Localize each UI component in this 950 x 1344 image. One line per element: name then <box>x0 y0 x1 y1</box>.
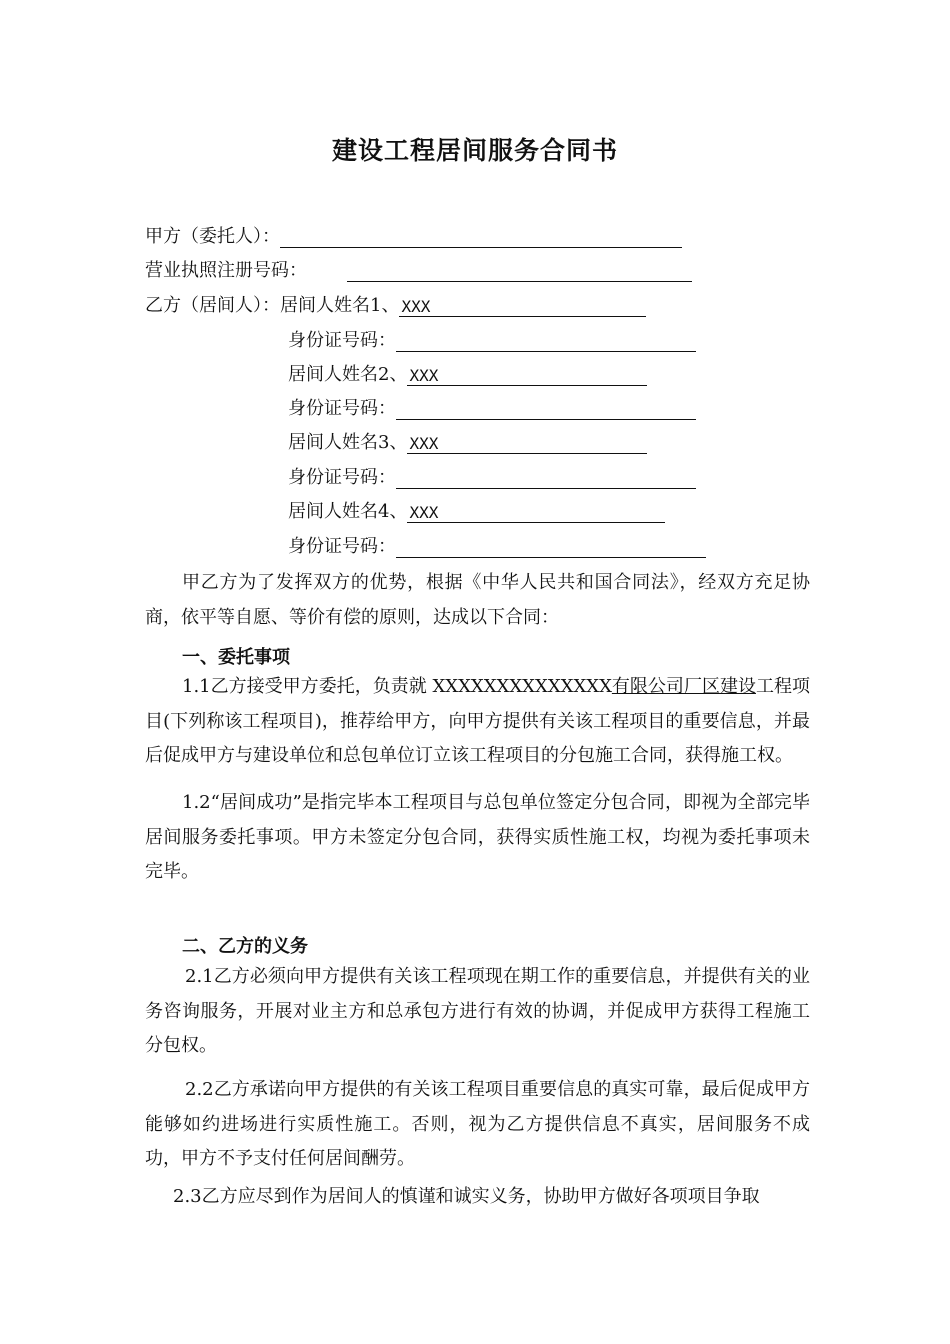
broker-2-name-field[interactable]: XXX <box>407 365 647 386</box>
party-a-row <box>145 226 682 248</box>
broker-3-id-row <box>288 467 696 489</box>
section-2-paragraph-3 <box>145 1180 810 1215</box>
party-a-label: 甲方（委托人）： <box>145 226 280 247</box>
clause-1-1-prefix: 1.1乙方接受甲方委托，负责就 XXXXXXXXXXXXXX <box>182 676 612 697</box>
party-b-row <box>145 295 646 317</box>
broker-4-name-field[interactable]: XXX <box>407 502 665 523</box>
broker-2-name-row <box>288 364 647 386</box>
clause-2-1: 2.1乙方必须向甲方提供有关该工程项现在期工作的重要信息，并提供有关的业务咨询服务，开展对业主方和总承包方进行有效的协调，并促成甲方获得工程施工分包权。 <box>145 966 810 1056</box>
broker-4-name-row <box>288 501 665 523</box>
broker-3-name-label: 居间人姓名3、 <box>288 432 408 453</box>
license-label: 营业执照注册号码： <box>145 260 307 281</box>
license-blank[interactable] <box>347 261 692 282</box>
broker-3-id-label: 身份证号码： <box>288 467 396 488</box>
broker-1-name-label: 居间人姓名1、 <box>280 295 400 316</box>
clause-1-1-suffix: 工程项目(下列称该工程项目)，推荐给甲方，向甲方提供有关该工程项目的重要信息，并最后促成甲方与建设单位和总包单位订立该工程项目的分包施工合同，获得施工权。 <box>145 676 811 766</box>
section-1-paragraph-2 <box>145 786 810 890</box>
clause-2-3: 2.3乙方应尽到作为居间人的慎谨和诚实义务，协助甲方做好各项项目争取 <box>173 1186 760 1207</box>
broker-1-id-row <box>288 330 696 352</box>
broker-2-name-label: 居间人姓名2、 <box>288 364 408 385</box>
broker-1-name-field[interactable]: XXX <box>399 296 646 317</box>
broker-1-id-blank[interactable] <box>396 331 696 352</box>
intro-paragraph <box>145 566 810 635</box>
broker-3-name-row <box>288 432 647 454</box>
clause-2-2: 2.2乙方承诺向甲方提供的有关该工程项目重要信息的真实可靠，最后促成甲方能够如约进场进行实质性施工。否则，视为乙方提供信息不真实，居间服务不成功，甲方不予支付任何居间酬劳。 <box>145 1079 810 1169</box>
broker-4-name-label: 居间人姓名4、 <box>288 501 408 522</box>
broker-4-id-label: 身份证号码： <box>288 536 396 557</box>
section-2-paragraph-1 <box>145 960 810 1064</box>
section-2-paragraph-2 <box>145 1073 810 1177</box>
section-1-heading: 一、委托事项 <box>182 647 290 668</box>
broker-4-id-blank[interactable] <box>396 537 706 558</box>
broker-2-id-blank[interactable] <box>396 399 696 420</box>
broker-2-id-row <box>288 398 696 420</box>
broker-3-id-blank[interactable] <box>396 468 696 489</box>
party-a-blank[interactable] <box>280 227 682 248</box>
party-b-label: 乙方（居间人）： <box>145 295 280 316</box>
broker-2-id-label: 身份证号码： <box>288 398 396 419</box>
section-2-heading: 二、乙方的义务 <box>182 936 308 957</box>
broker-1-id-label: 身份证号码： <box>288 330 396 351</box>
document-title: 建设工程居间服务合同书 <box>331 136 618 165</box>
broker-3-name-field[interactable]: XXX <box>407 433 647 454</box>
clause-1-1-underlined: 有限公司厂区建设 <box>611 676 756 697</box>
clause-1-2: 1.2“居间成功”是指完毕本工程项目与总包单位签定分包合同，即视为全部完毕居间服务委托事项。甲方未签定分包合同，获得实质性施工权，均视为委托事项未完毕。 <box>145 792 810 882</box>
section-1-paragraph-1 <box>145 670 810 774</box>
license-row <box>145 260 692 282</box>
intro-text: 甲乙方为了发挥双方的优势，根据《中华人民共和国合同法》，经双方充足协商，依平等自愿、等价有偿的原则，达成以下合同： <box>145 572 810 628</box>
broker-4-id-row <box>288 536 706 558</box>
